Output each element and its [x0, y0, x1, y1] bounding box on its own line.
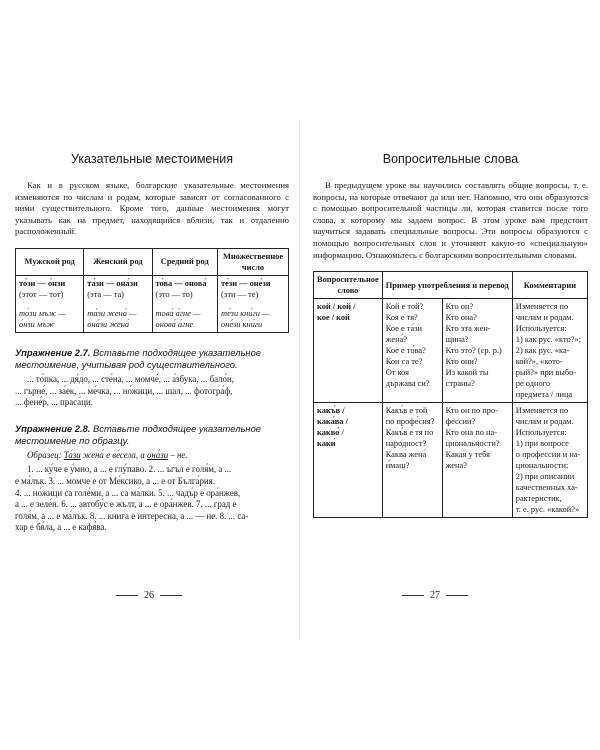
- table-header-cell: Множественное число: [218, 248, 289, 275]
- left-page-number: [116, 590, 182, 601]
- comment-line: Используется:: [515, 428, 567, 438]
- table-header-cell: Пример употребления и перевод: [382, 272, 512, 299]
- table-header-cell: Вопросительное слово: [314, 272, 383, 299]
- table-row: [314, 299, 588, 403]
- comment-line: 2) как рус. «ка-: [515, 346, 570, 356]
- pronoun-gloss: (это — то): [155, 289, 193, 299]
- exercise-2-8-title: [15, 423, 289, 447]
- translation-line: страны?: [445, 379, 475, 389]
- table-row: [16, 275, 289, 332]
- example-line: От коя: [385, 368, 410, 378]
- exercise-instruction: Вставьте подходящее указательное местоимение по образцу.: [15, 422, 261, 446]
- question-word: каки́: [317, 439, 336, 449]
- pronoun-gloss: (этот — тот): [19, 289, 64, 299]
- table-cell-plural: [218, 275, 289, 332]
- example-line: жена́?: [385, 335, 407, 345]
- example-line: Коя е тя?: [385, 313, 418, 323]
- exercise-label: Упражнение 2.8.: [15, 422, 91, 434]
- table-header-cell: Мужской род: [16, 248, 84, 275]
- example-line: Кои са те?: [385, 357, 423, 367]
- exercise-label: Упражнение 2.7.: [15, 346, 91, 358]
- table-cell-masculine: [16, 275, 84, 332]
- comment-line: рактеристик,: [515, 494, 562, 504]
- example-line: Какъ́в е тя по: [385, 428, 434, 438]
- pronoun-example: те́зи кни́ги —: [221, 308, 270, 318]
- example-line: Какъ́в е той: [385, 406, 428, 416]
- translation-line: Кто эта жен-: [445, 324, 491, 334]
- sample-prefix: Образец:: [27, 449, 64, 460]
- left-intro-paragraph: Как и в русском языке, болгарские указательные местоимения изменяются по числам и родам, которые зависят от согласованного с ними существительного. Кроме того, данные местоимения могут указывать как на предмет, находящийся вблизи, так и отдаленно расположенный.: [15, 180, 289, 237]
- exercise-line: 1. ... ку́че е у́мно, а ... е глу́паво. 2. ... ъгъл е голя́м, а ...: [27, 464, 232, 475]
- pronoun-gloss: (эти — те): [221, 289, 259, 299]
- question-word: кака́ва /: [317, 417, 348, 427]
- exercise-line: ... то́пка, ... дя́до, ... сте́на, ... момче́, ... а́збука, ... бало́н,: [27, 373, 234, 384]
- translation-line: Кто он по про-: [445, 406, 498, 416]
- example-line: Кое е та́зи: [385, 324, 423, 334]
- translation-line: жена?: [445, 461, 467, 471]
- right-intro-paragraph: В предыдущем уроке вы научились составлять общие вопросы, т. е. вопросы, на которые отвечают да или нет. Напомню, что они образуются с помощью вопросительной частицы ли, которая ставится после того слова, к которому мы задаем вопрос. В этом уроке вам предстоит научиться задавать специальные вопросы. Эти вопросы образуются с помощью вопросительных слов и уточняют какую-то «специальную» информацию. Ознакомьтесь с болгарскими вопросительными словами.: [313, 180, 588, 260]
- exercise-2-7-title: [15, 347, 289, 371]
- exercise-line: 4. ... но́жици са голе́ми, а ... са ма́лки. 5. ... чадъ́р е ора́нжев,: [15, 487, 241, 498]
- sample-word: она́зи: [146, 449, 169, 460]
- translation-line: фессии?: [445, 417, 476, 427]
- example-bg-cell: [382, 299, 442, 403]
- translation-line: щина?: [445, 335, 469, 345]
- comment-line: кой?», «кото-: [515, 357, 563, 367]
- table-cell-feminine: [84, 275, 152, 332]
- exercise-instruction: Вставьте подходящее указательное местоимение, учитывая род существительного.: [15, 346, 261, 370]
- comment-cell: [512, 403, 587, 518]
- example-line: държава си?: [385, 379, 430, 389]
- example-line: Каква́ жена́: [385, 450, 427, 460]
- translation-line: Кто это? (ср. р.): [445, 346, 502, 356]
- example-line: Кой е той?: [385, 302, 424, 312]
- table-header-cell: Женский род: [84, 248, 152, 275]
- question-word-cell: [314, 403, 383, 518]
- translation-line: циональности?: [445, 439, 500, 449]
- pronoun-example: това́ а́гне —: [155, 308, 201, 318]
- question-word: кое / кой: [317, 313, 350, 323]
- question-word: какъ́в /: [317, 406, 345, 416]
- pronoun-example: то́зи мъж —: [19, 308, 66, 318]
- right-page: [313, 152, 588, 518]
- translation-line: Какая у тебя: [445, 450, 491, 460]
- question-words-table: [313, 271, 588, 518]
- comment-line: числам и родам.: [515, 313, 574, 323]
- exercise-line: е ма́лък. 3. ... момче е от Ме́ксико, а ... е от Бълга́рия.: [15, 475, 215, 486]
- pronoun-gloss: (эта — та): [87, 289, 124, 299]
- pronoun-example: та́зи жена́ —: [87, 308, 137, 318]
- sample-word: Та́зи: [63, 449, 81, 460]
- exercise-line: а ... е зеле́н. 6. ... автобу́с е жълт, а ... е ора́нжев. 7. ... град е: [15, 499, 237, 510]
- page-gutter: [299, 120, 300, 640]
- comment-line: Используется:: [515, 324, 567, 334]
- table-header-row: [314, 272, 588, 299]
- comment-cell: [512, 299, 587, 403]
- pronoun-pair: то́ва — онова́: [155, 278, 207, 288]
- pronoun-example: о́нзи мъж: [19, 319, 55, 329]
- left-page-title: Указательные местоимения: [70, 152, 234, 166]
- comment-line: рый?» при выбо-: [515, 368, 577, 378]
- table-cell-neuter: [152, 275, 218, 332]
- question-word: какво́ /: [317, 428, 344, 438]
- pronoun-example: оне́зи кни́ги: [221, 319, 263, 329]
- translation-line: Кто он?: [445, 302, 474, 312]
- translation-line: Кто они?: [445, 357, 478, 367]
- example-ru-cell: [442, 299, 512, 403]
- comment-line: Изменяется по: [515, 302, 569, 312]
- exercise-line: ... фене́р, ... праса́ци.: [15, 397, 93, 408]
- comment-line: 1) при вопросе: [515, 439, 569, 449]
- pronoun-example: онова́ а́гне: [155, 319, 194, 329]
- table-row: [314, 403, 588, 518]
- example-ru-cell: [442, 403, 512, 518]
- table-header-row: [16, 248, 289, 275]
- question-word-cell: [314, 299, 383, 403]
- example-bg-cell: [382, 403, 442, 518]
- exercise-line: голя́м, а ... е ма́лък. 8. ... книга е интересна, а ... — не. 8. ... са-: [15, 510, 249, 521]
- question-word: кой / кой /: [317, 302, 356, 312]
- comment-line: о профессии и на-: [515, 450, 581, 460]
- translation-line: Кто она?: [445, 313, 477, 323]
- comment-line: Изменяется по: [515, 406, 569, 416]
- comment-line: 2) при описании: [515, 472, 575, 482]
- left-page: [15, 152, 289, 534]
- comment-line: 1) как рус. «кто?»;: [515, 335, 581, 345]
- pronoun-pair: то́зи — о́нзи: [19, 278, 66, 288]
- example-line: народност?: [385, 439, 427, 449]
- comment-line: циональности;: [515, 461, 569, 471]
- exercise-line: хар е бя́ла, а ... е кафя́ва.: [15, 522, 107, 533]
- comment-line: т. е. рус. «какой?»: [515, 505, 580, 515]
- right-page-number: [402, 590, 468, 601]
- page-number-text: 27: [430, 590, 440, 601]
- example-line: по профе́сия?: [385, 417, 435, 427]
- table-header-cell: Комментарии: [512, 272, 587, 299]
- sample-text: – не.: [168, 449, 188, 460]
- pronoun-pair: те́зи — оне́зи: [221, 278, 271, 288]
- sample-text: жена́ е ве́села, а: [80, 449, 147, 460]
- right-page-title: Вопросительные слова: [382, 152, 519, 166]
- comment-line: числам и родам.: [515, 417, 574, 427]
- example-line: и́маш?: [385, 461, 410, 471]
- comment-line: качественных ха-: [515, 483, 578, 493]
- table-header-cell: Средний род: [152, 248, 218, 275]
- pronoun-pair: та́зи — она́зи: [87, 278, 138, 288]
- translation-line: Кто она по на-: [445, 428, 497, 438]
- example-line: Кое е то́ва?: [385, 346, 426, 356]
- exercise-sample: [15, 450, 289, 462]
- pronoun-example: она́зи жена́: [87, 319, 130, 329]
- comment-line: ре одного предмета / лица: [515, 379, 573, 400]
- translation-line: Из какой ты: [445, 368, 489, 378]
- demonstrative-pronoun-table: [15, 248, 289, 333]
- page-number-text: 26: [144, 590, 154, 601]
- exercise-line: ... гърне́, ... за́ек, ... ме́чка, ... но́жици, ... шал, ... фотогра́ф,: [15, 385, 233, 396]
